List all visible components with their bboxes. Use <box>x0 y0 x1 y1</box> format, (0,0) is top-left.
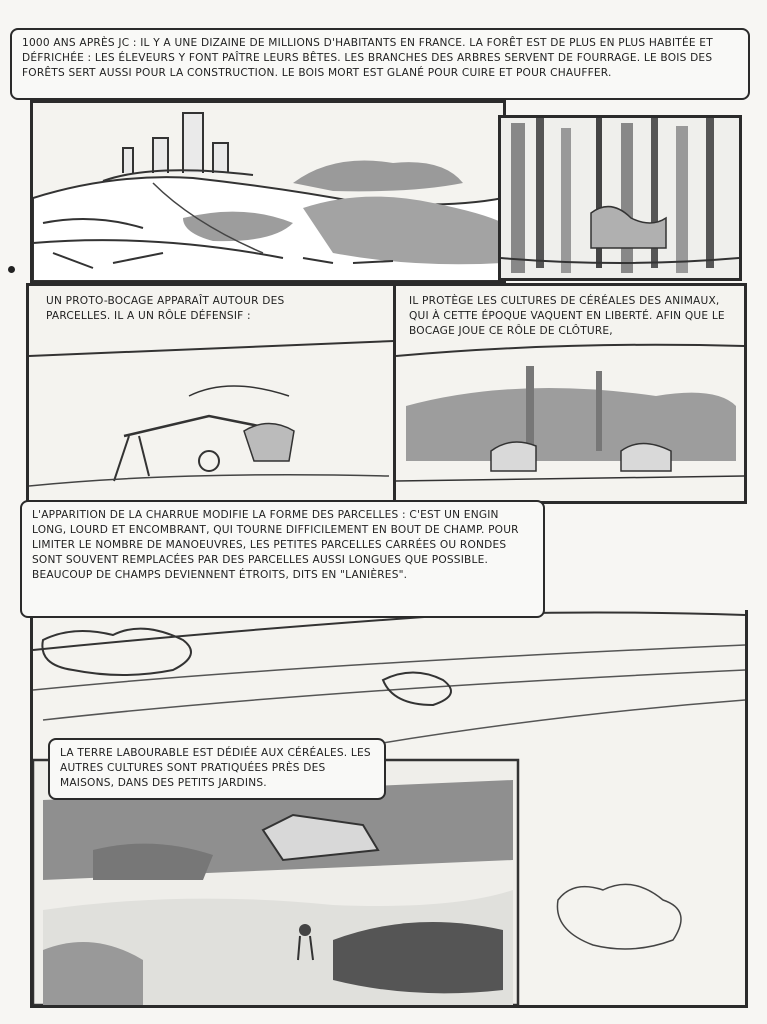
fields-drawing <box>33 610 745 1005</box>
castle-hill-drawing <box>33 103 503 281</box>
caption-terre: LA TERRE LABOURABLE EST DÉDIÉE AUX CÉRÉALES. LES AUTRES CULTURES SONT PRATIQUÉES PRÈS DES MAISONS, DANS DES PETITS JARDINS. <box>48 738 386 800</box>
forest-drawing <box>501 118 739 278</box>
panel-fields <box>30 610 748 1008</box>
caption-charrue: L'APPARITION DE LA CHARRUE MODIFIE LA FORME DES PARCELLES : C'EST UN ENGIN LONG, LOURD ET ENCOMBRANT, QUI TOURNE DIFFICILEMENT EN BOUT DE CHAMP. POUR LIMITER LE NOMBRE DE MANOEUVRES, LES PETITES PARCELLES CARRÉES OU RONDES SONT SOUVENT REMPLACÉES PAR DES PARCELLES AUSSI LONGUES QUE POSSIBLE. BEAUCOUP DE CHAMPS DEVIENNENT ÉTROITS, DITS EN "LANIÈRES". <box>20 500 545 618</box>
caption-proto-bocage: UN PROTO-BOCAGE APPARAÎT AUTOUR DES PARCELLES. IL A UN RÔLE DÉFENSIF : <box>46 295 285 322</box>
caption-intro: 1000 ANS APRÈS JC : IL Y A UNE DIZAINE DE MILLIONS D'HABITANTS EN FRANCE. LA FORÊT EST DE PLUS EN PLUS HABITÉE ET DÉFRICHÉE : LES ÉLEVEURS Y FONT PAÎTRE LEURS BÊTES. LES BRANCHES DES ARBRES SERVENT DE FOURRAGE. LE BOIS DES FORÊTS SERT AUSSI POUR LA CONSTRUCTION. LE BOIS MORT EST GLANÉ POUR CUIRE ET POUR CHAUFFER. <box>10 28 750 100</box>
caption-protection: IL PROTÈGE LES CULTURES DE CÉRÉALES DES ANIMAUX, QUI À CETTE ÉPOQUE VAQUENT EN LIBERTÉ. AFIN QUE LE BOCAGE JOUE CE RÔLE DE CLÔTURE, <box>409 295 725 337</box>
panel-castle-landscape <box>30 100 506 284</box>
page-dot <box>8 266 15 273</box>
panel-forest <box>498 115 742 281</box>
